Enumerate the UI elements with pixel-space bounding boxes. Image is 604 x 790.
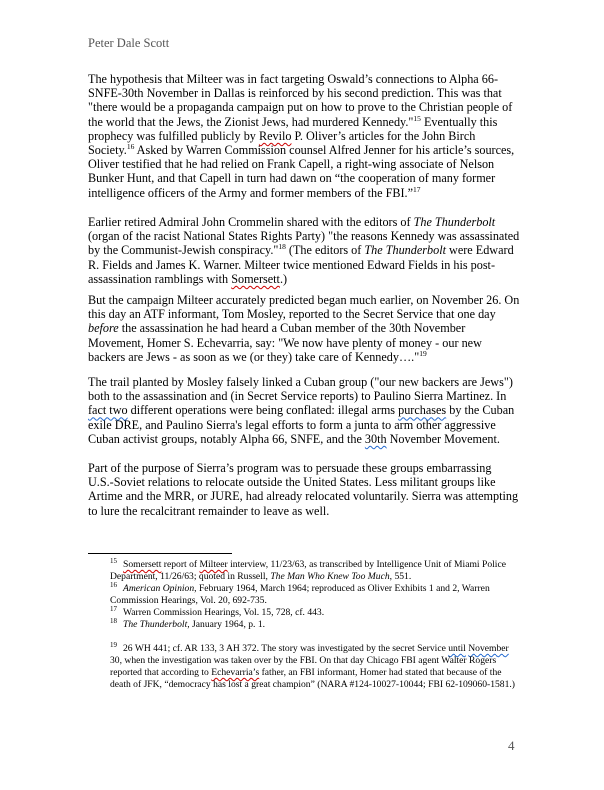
footnote-ref-18[interactable]: 18 (278, 242, 286, 252)
footnote-18: $^{18}$ The Thunderbolt, January 1964, p. 1. (110, 616, 266, 630)
footnote-19: $^{19}$ 26 WH 441; cf. AR 133, 3 AH 372. The story was investigated by the secret Service until November 30, when the investigation was taken over by the FBI. On that day Chicago FBI agent Walter Rogers reported that according to Echevarria’s father, an FBI informant, Homer had stated that because of the death of JFK, “democracy has lost a great champion” (NARA #124-10027-10044; FBI 62-109060-1581.) (110, 640, 515, 690)
page-number: 4 (508, 738, 515, 753)
footnote-17: $^{17}$ Warren Commission Hearings, Vol. 15, 728, cf. 443. (110, 604, 325, 618)
footnote-ref-16[interactable]: 16 (126, 141, 135, 151)
running-header: Peter Dale Scott (88, 36, 170, 50)
footnote-ref-17[interactable]: 17 (413, 184, 421, 194)
footnote-separator (88, 553, 232, 554)
footnote-15: $^{15}$ Somersett report of Milteer interview, 11/23/63, as transcribed by Intelligence Unit of Miami Police Department, 11/26/63; quoted in Russell, The Man Who Knew Too Much, 551. (110, 556, 506, 582)
footnote-ref-15[interactable]: 15 (413, 113, 421, 123)
paragraph-4: The trail planted by Mosley falsely linked a Cuban group ("our new backers are Jews") both to the assassination and (in Secret Service reports) to Paulino Sierra Martinez. In fact two different operations were being conflated: illegal arms purchases by the Cuban exile DRE, and Paulino Sierra's legal efforts to form a junta to arm other aggressive Cuban activist groups, notably Alpha 66, SNFE, and the 30th November Movement. (88, 375, 515, 446)
footnote-ref-19[interactable]: 19 (419, 348, 427, 358)
footnote-16: $^{16}$ American Opinion, February 1964, March 1964; reproduced as Oliver Exhibits 1 and 2, Warren Commission Hearings, Vol. 20, 692-735. (110, 580, 490, 606)
paragraph-1: The hypothesis that Milteer was in fact targeting Oswald’s connections to Alpha 66-SNFE-30th November in Dallas is reinforced by his second prediction. This was that "there would be a propaganda campaign put on how to prove to the Christian people of the world that the Jews, the Zionist Jews, had murdered Kennedy."$^{15}$ Eventually this prophecy was fulfilled publicly by Revilo P. Oliver’s articles for the John Birch Society.$^{16}$ Asked by Warren Commission counsel Alfred Jenner for his article’s sources, Oliver testified that he had relied on Frank Capell, a right-wing associate of Nelson Bunker Hunt, and that Capell in turn had dawn on “the cooperation of many former intelligence officers of the Army and former members of the FBI.”$^{17}$ (88, 72, 515, 200)
paragraph-3: But the campaign Milteer accurately predicted began much earlier, on November 26. On this day an ATF informant, Tom Mosley, reported to the Secret Service that one day before the assassination he had heard a Cuban member of the 30th November Movement, Homer S. Echevarria, say: "We now have plenty of money - our new backers are Jews - as soon as we (or they) take care of Kennedy…."$^{19}$ (88, 293, 520, 364)
paragraph-5: Part of the purpose of Sierra’s program was to persuade these groups embarrassing U.S.-Soviet relations to relocate outside the United States. Less militant groups like Artime and the MRR, or JURE, had already relocated voluntarily. Sierra was attempting to lure the recalcitrant remainder to leave as well. (88, 461, 519, 518)
paragraph-2: Earlier retired Admiral John Crommelin shared with the editors of The Thunderbolt (organ of the racist National States Rights Party) "the reasons Kennedy was assassinated by the Communist-Jewish conspiracy."$^{18}$ (The editors of The Thunderbolt were Edward R. Fields and James K. Warner. Milteer twice mentioned Edward Fields in his post-assassination ramblings with Somersett.) (88, 215, 520, 286)
